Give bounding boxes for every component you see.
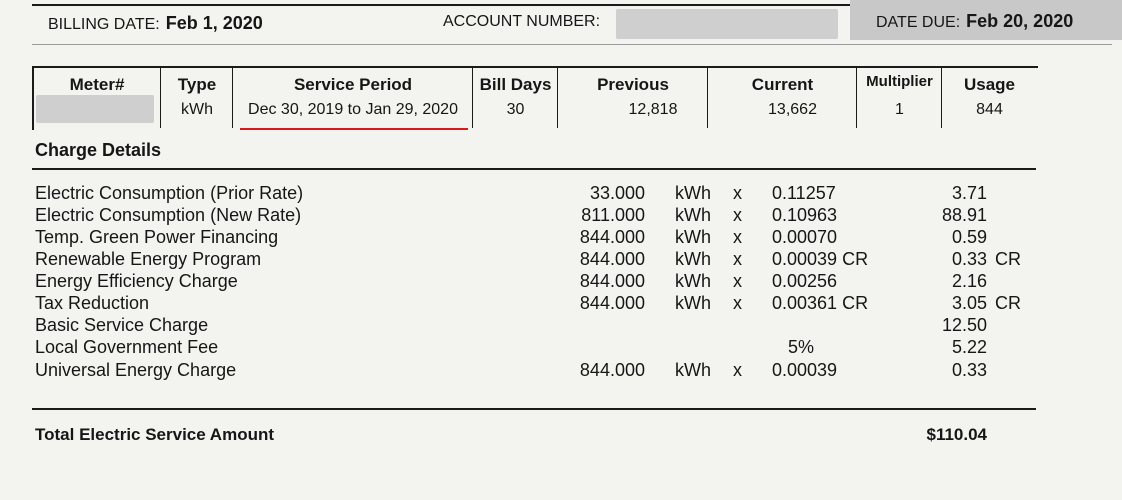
billing-date-value: Feb 1, 2020 <box>165 13 263 33</box>
charge-row <box>0 271 1122 293</box>
charge-unit: kWh <box>675 360 711 380</box>
charge-rate: 0.00361 CR <box>772 293 869 313</box>
meter-number-redacted <box>36 95 154 123</box>
charge-rate: 0.00039 <box>772 360 838 380</box>
charge-rate: 5% <box>788 337 815 357</box>
charge-unit: kWh <box>675 227 711 247</box>
header-bill-days: Bill Days <box>479 75 552 94</box>
charge-row <box>0 183 1122 205</box>
value-current: 13,662 <box>768 101 817 118</box>
charge-row <box>0 227 1122 249</box>
charge-row <box>0 337 1122 359</box>
charge-description: Basic Service Charge <box>35 315 209 335</box>
header-top-rule <box>32 4 850 6</box>
col-divider <box>856 66 857 128</box>
multiply-sign: x <box>733 227 742 247</box>
charge-amount: 0.33 <box>951 249 987 269</box>
charge-quantity: 33.000 <box>589 183 645 203</box>
credit-flag: CR <box>995 249 1021 269</box>
charge-unit: kWh <box>675 249 711 269</box>
multiply-sign: x <box>733 293 742 313</box>
date-due-label: DATE DUE: <box>876 14 961 31</box>
service-period-red-underline <box>240 128 468 130</box>
charge-description: Tax Reduction <box>35 293 150 313</box>
charge-amount: 5.22 <box>951 337 987 357</box>
header-bottom-rule <box>32 44 1112 45</box>
charge-rate: 0.00039 CR <box>772 249 869 269</box>
charge-amount: 0.59 <box>951 227 987 247</box>
value-usage: 844 <box>976 101 1003 118</box>
charge-unit: kWh <box>675 293 711 313</box>
date-due-value: Feb 20, 2020 <box>966 11 1074 31</box>
header-type: Type <box>177 75 217 94</box>
charge-quantity: 844.000 <box>579 360 645 380</box>
charge-amount: 88.91 <box>941 205 987 225</box>
charge-unit: kWh <box>675 205 711 225</box>
col-divider <box>472 66 473 128</box>
total-rule <box>32 408 1036 410</box>
charge-amount: 12.50 <box>941 315 987 335</box>
charge-description: Universal Energy Charge <box>35 360 237 380</box>
charge-amount: 3.71 <box>951 183 987 203</box>
header-multiplier: Multiplier <box>866 73 933 90</box>
header-current: Current <box>751 75 814 94</box>
value-type: kWh <box>181 101 213 118</box>
charge-description: Energy Efficiency Charge <box>35 271 238 291</box>
charge-description: Temp. Green Power Financing <box>35 227 279 247</box>
charge-description: Local Government Fee <box>35 337 219 357</box>
credit-flag: CR <box>995 293 1021 313</box>
header-meter: Meter# <box>69 75 125 94</box>
charge-amount: 3.05 <box>951 293 987 313</box>
billing-date-label: BILLING DATE: <box>48 16 160 33</box>
charge-row <box>0 315 1122 337</box>
multiply-sign: x <box>733 271 742 291</box>
charge-quantity: 844.000 <box>579 271 645 291</box>
charge-description: Electric Consumption (New Rate) <box>35 205 302 225</box>
total-amount: $110.04 <box>926 425 987 444</box>
account-number-redacted <box>616 9 838 39</box>
charge-row <box>0 360 1122 382</box>
header-service-period: Service Period <box>293 75 413 94</box>
col-divider <box>160 66 161 128</box>
charge-rate: 0.00256 <box>772 271 838 291</box>
charge-description: Renewable Energy Program <box>35 249 262 269</box>
billing-date <box>48 13 263 34</box>
charge-quantity: 844.000 <box>579 293 645 313</box>
charge-row <box>0 205 1122 227</box>
date-due <box>876 11 1073 32</box>
charge-details-title: Charge Details <box>35 140 162 160</box>
multiply-sign: x <box>733 183 742 203</box>
charge-amount: 0.33 <box>951 360 987 380</box>
charge-rate: 0.10963 <box>772 205 838 225</box>
charge-quantity: 844.000 <box>579 249 645 269</box>
charge-description: Electric Consumption (Prior Rate) <box>35 183 304 203</box>
account-number-label: ACCOUNT NUMBER: <box>443 13 601 30</box>
charge-quantity: 844.000 <box>579 227 645 247</box>
col-divider <box>941 66 942 128</box>
charge-details-rule <box>32 168 1036 170</box>
col-divider <box>707 66 708 128</box>
multiply-sign: x <box>733 360 742 380</box>
header-usage: Usage <box>963 75 1016 94</box>
charge-quantity: 811.000 <box>581 205 645 225</box>
charge-rate: 0.11257 <box>772 183 836 203</box>
charge-amount: 2.16 <box>951 271 987 291</box>
charge-unit: kWh <box>675 183 711 203</box>
value-bill-days: 30 <box>506 101 525 118</box>
multiply-sign: x <box>733 249 742 269</box>
value-service-period: Dec 30, 2019 to Jan 29, 2020 <box>248 101 458 118</box>
header-previous: Previous <box>597 75 669 94</box>
multiply-sign: x <box>733 205 742 225</box>
total-label: Total Electric Service Amount <box>35 425 275 444</box>
col-divider <box>557 66 558 128</box>
value-previous: 12,818 <box>628 101 678 118</box>
charge-row <box>0 249 1122 271</box>
charge-row <box>0 293 1122 315</box>
col-divider <box>232 66 233 128</box>
value-multiplier: 1 <box>895 101 904 118</box>
charge-rate: 0.00070 <box>772 227 838 247</box>
charge-unit: kWh <box>675 271 711 291</box>
